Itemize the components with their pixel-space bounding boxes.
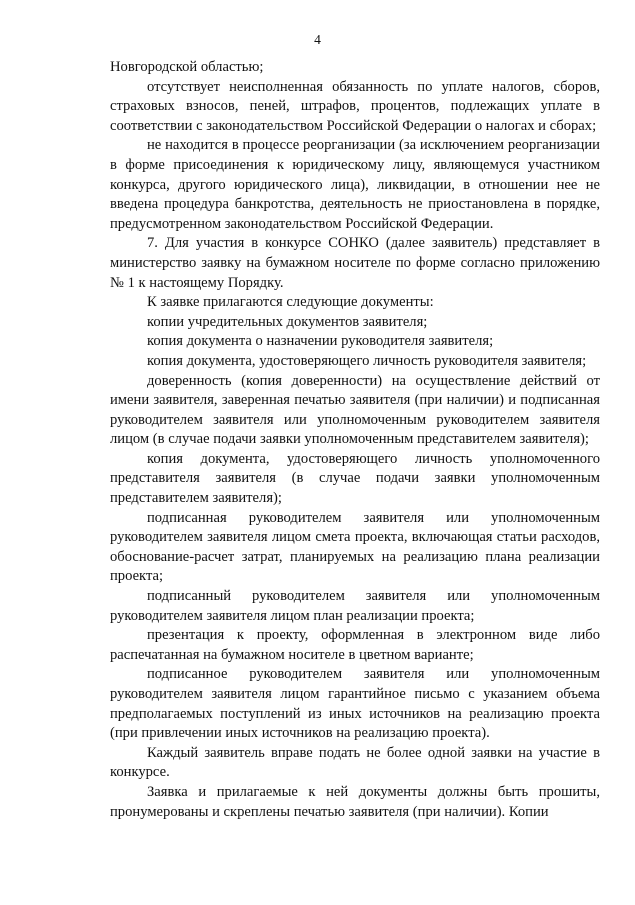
list-item-presentation: презентация к проекту, оформленная в электронном виде либо распечатанная на бумажном носителе в цветном варианте; bbox=[110, 627, 600, 663]
list-item-founding-documents: копии учредительных документов заявителя; bbox=[147, 313, 428, 330]
document-body bbox=[110, 58, 600, 822]
list-item-project-budget: подписанная руководителем заявителя или уполномоченным руководителем заявителя лицом смета проекта, включающая статьи расходов, обоснование-расчет затрат, планируемых на реализацию плана реализации проекта; bbox=[110, 509, 600, 585]
paragraph-no-tax-debt: отсутствует неисполненная обязанность по уплате налогов, сборов, страховых взносов, пеней, штрафов, процентов, подлежащих уплате в соответствии с законодательством Российской Федерации о налогах и сборах; bbox=[110, 78, 600, 134]
page-number: 4 bbox=[314, 32, 321, 47]
list-item-head-appointment: копия документа о назначении руководителя заявителя; bbox=[147, 333, 494, 350]
list-item-power-of-attorney: доверенность (копия доверенности) на осуществление действий от имени заявителя, заверенная печатью заявителя (при наличии) и подписанная руководителем заявителя или уполномоченным руководителем заявителя лицом (в случае подачи заявки уполномоченным представителем заявителя); bbox=[110, 372, 600, 448]
list-item-project-plan: подписанный руководителем заявителя или уполномоченным руководителем заявителя лицом план реализации проекта; bbox=[110, 588, 600, 624]
list-item-head-identity: копия документа, удостоверяющего личность руководителя заявителя; bbox=[147, 352, 587, 369]
paragraph-documents-intro: К заявке прилагаются следующие документы: bbox=[147, 294, 434, 311]
paragraph-binding-requirements: Заявка и прилагаемые к ней документы должны быть прошиты, пронумерованы и скреплены печатью заявителя (при наличии). Копии bbox=[110, 783, 600, 820]
list-item-representative-identity: копия документа, удостоверяющего личность уполномоченного представителя заявителя (в случае подачи заявки уполномоченным представителем заявителя); bbox=[110, 450, 600, 507]
paragraph-no-reorganization: не находится в процессе реорганизации (за исключением реорганизации в форме присоединения к юридическому лицу, являющемуся участником конкурса, другого юридического лица), ликвидации, в отношении нее не введена процедура банкротства, деятельность не приостановлена в порядке, предусмотренном законодательством Российской Федерации. bbox=[110, 137, 600, 232]
paragraph-one-application-limit: Каждый заявитель вправе подать не более одной заявки на участие в конкурсе. bbox=[110, 744, 600, 781]
paragraph-region-continuation: Новгородской областью; bbox=[110, 59, 264, 75]
list-item-guarantee-letter: подписанное руководителем заявителя или уполномоченным руководителем заявителя лицом гарантийное письмо с указанием объема предполагаемых поступлений из иных источников на реализацию проекта (при привлечении иных источников на реализацию проекта). bbox=[110, 666, 600, 742]
paragraph-item-7-application: 7. Для участия в конкурсе СОНКО (далее заявитель) представляет в министерство заявку на бумажном носителе по форме согласно приложению № 1 к настоящему Порядку. bbox=[110, 235, 600, 291]
